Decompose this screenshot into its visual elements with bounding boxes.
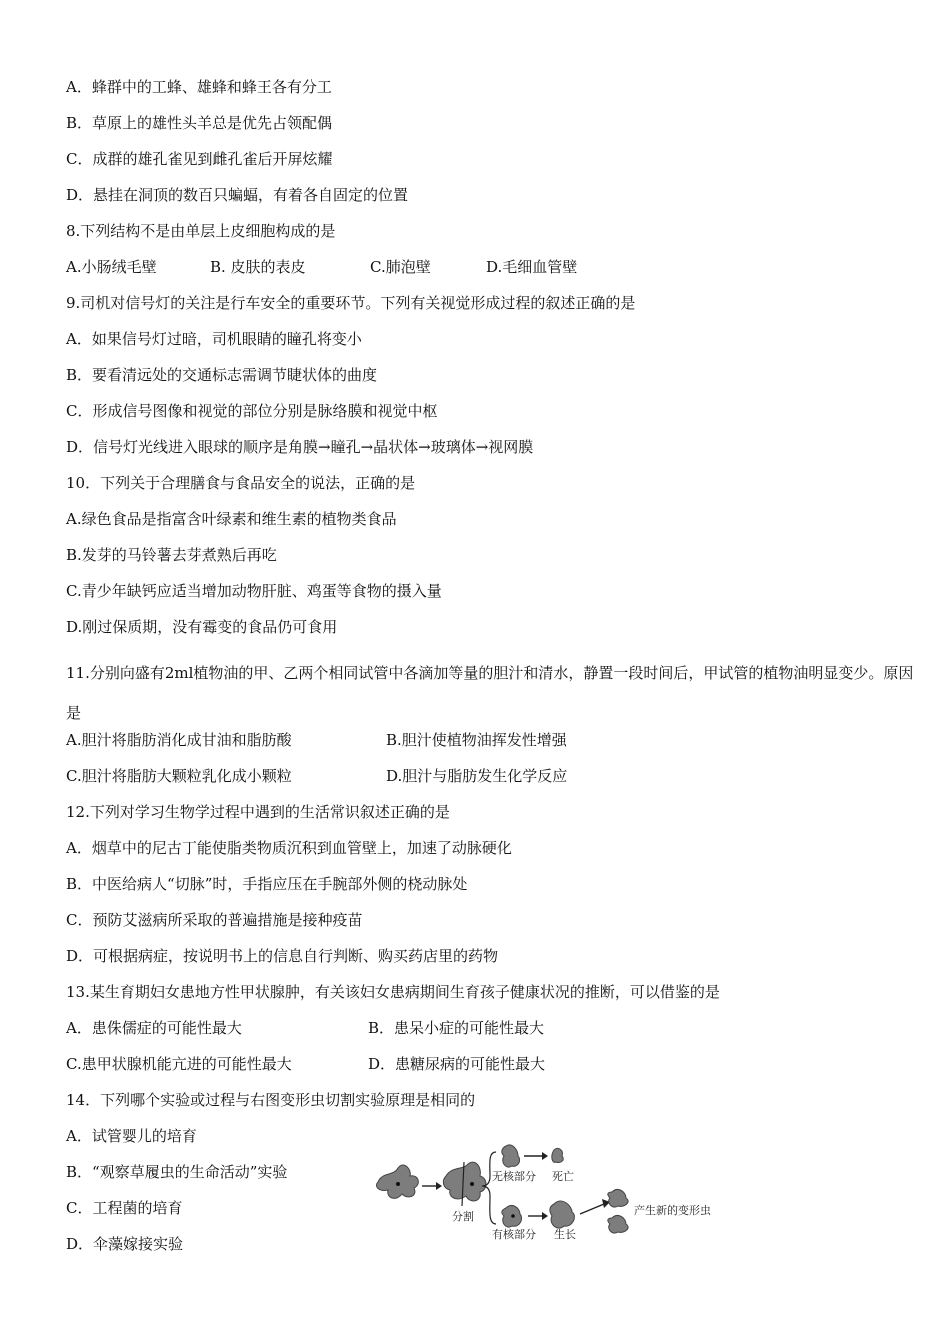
q7-option-b: B．草原上的雄性头羊总是优先占领配偶 [66, 114, 333, 132]
label-no-nucleus: 无核部分 [492, 1170, 536, 1183]
q9-stem: 9.司机对信号灯的关注是行车安全的重要环节。下列有关视觉形成过程的叙述正确的是 [66, 294, 636, 312]
q7-option-a: A．蜂群中的工蜂、雄蜂和蜂王各有分工 [66, 78, 332, 96]
amoeba-no-nucleus [502, 1145, 520, 1167]
q9-option-b: B．要看清远处的交通标志需调节睫状体的曲度 [66, 366, 378, 384]
q8-option-c: C.肺泡壁 [370, 258, 431, 276]
label-death: 死亡 [552, 1170, 574, 1183]
q8-stem: 8.下列结构不是由单层上皮细胞构成的是 [66, 222, 336, 240]
label-growth: 生长 [554, 1228, 576, 1241]
label-cut: 分割 [452, 1210, 474, 1223]
q7-option-d: D．悬挂在洞顶的数百只蝙蝠，有着各自固定的位置 [66, 186, 409, 204]
q13-option-c: C.患甲状腺机能亢进的可能性最大 [66, 1055, 292, 1073]
q13-option-b: B．患呆小症的可能性最大 [368, 1019, 545, 1037]
q13-option-a: A．患侏儒症的可能性最大 [66, 1019, 242, 1037]
amoeba-cutting-diagram [372, 1136, 732, 1242]
q12-option-a: A．烟草中的尼古丁能使脂类物质沉积到血管壁上，加速了动脉硬化 [66, 839, 512, 857]
q11-option-a: A.胆汁将脂肪消化成甘油和脂肪酸 [66, 731, 292, 749]
q13-stem: 13.某生育期妇女患地方性甲状腺肿，有关该妇女患病期间生育孩子健康状况的推断，可以借鉴的是 [66, 983, 720, 1001]
label-result: 产生新的变形虫 [634, 1204, 711, 1217]
q10-option-a: A.绿色食品是指富含叶绿素和维生素的植物类食品 [66, 510, 397, 528]
q13-option-d: D．患糖尿病的可能性最大 [368, 1055, 546, 1073]
q11-option-c: C.胆汁将脂肪大颗粒乳化成小颗粒 [66, 767, 292, 785]
q8-option-a: A.小肠绒毛壁 [66, 258, 157, 276]
q8-option-b: B. 皮肤的表皮 [210, 258, 306, 276]
q12-stem: 12.下列对学习生物学过程中遇到的生活常识叙述正确的是 [66, 803, 450, 821]
q10-stem: 10．下列关于合理膳食与食品安全的说法，正确的是 [66, 474, 416, 492]
new-amoeba-2 [608, 1216, 628, 1234]
q9-option-c: C．形成信号图像和视觉的部位分别是脉络膜和视觉中枢 [66, 402, 438, 420]
q14-option-c: C．工程菌的培育 [66, 1199, 183, 1217]
amoeba-being-cut [443, 1162, 486, 1201]
q14-option-a: A．试管婴儿的培育 [66, 1127, 197, 1145]
q7-option-c: C．成群的雄孔雀见到雌孔雀后开屏炫耀 [66, 150, 333, 168]
amoeba-dead [552, 1148, 563, 1162]
q11-option-b: B.胆汁使植物油挥发性增强 [386, 731, 567, 749]
q10-option-b: B.发芽的马铃薯去芽煮熟后再吃 [66, 546, 277, 564]
q11-option-d: D.胆汁与脂肪发生化学反应 [386, 767, 568, 785]
q11-stem: 11.分别向盛有2ml植物油的甲、乙两个相同试管中各滴加等量的胆汁和清水，静置一段时间后，甲试管的植物油明显变少。原因是 [66, 664, 914, 722]
q14-option-d: D．伞藻嫁接实验 [66, 1235, 184, 1253]
q12-option-c: C．预防艾滋病所采取的普遍措施是接种疫苗 [66, 911, 363, 929]
q9-option-d: D．信号灯光线进入眼球的顺序是角膜→瞳孔→晶状体→玻璃体→视网膜 [66, 438, 534, 456]
q10-option-d: D.刚过保质期，没有霉变的食品仍可食用 [66, 618, 338, 636]
q12-option-b: B．中医给病人“切脉”时，手指应压在手腕部外侧的桡动脉处 [66, 875, 468, 893]
q14-stem: 14．下列哪个实验或过程与右图变形虫切割实验原理是相同的 [66, 1091, 476, 1109]
amoeba-grown [550, 1201, 575, 1228]
q14-option-b: B．“观察草履虫的生命活动”实验 [66, 1163, 288, 1181]
q9-option-a: A．如果信号灯过暗，司机眼睛的瞳孔将变小 [66, 330, 362, 348]
q10-option-c: C.青少年缺钙应适当增加动物肝脏、鸡蛋等食物的摄入量 [66, 582, 442, 600]
label-with-nucleus: 有核部分 [492, 1228, 536, 1241]
amoeba-whole [376, 1165, 418, 1198]
q8-option-d: D.毛细血管壁 [486, 258, 578, 276]
q12-option-d: D．可根据病症，按说明书上的信息自行判断、购买药店里的药物 [66, 947, 499, 965]
new-amoeba-1 [608, 1190, 628, 1208]
